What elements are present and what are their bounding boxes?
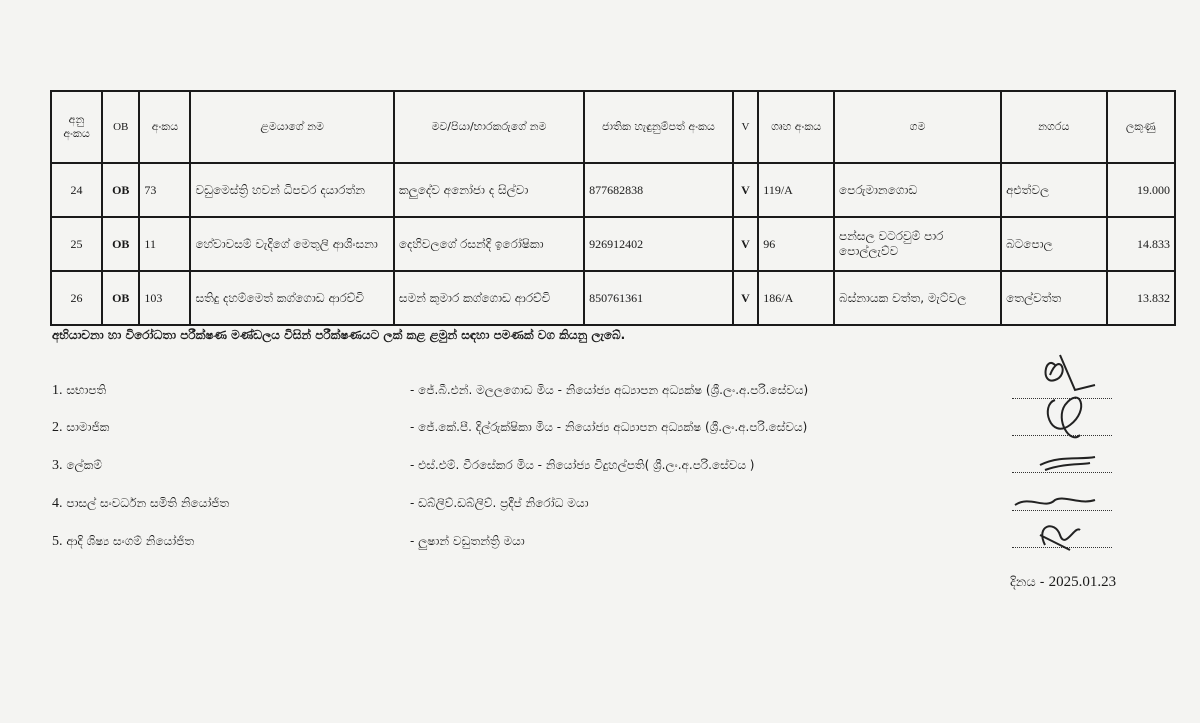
header-house: ගෘහ අංකය [758,91,834,163]
row-ob: OB [102,271,139,325]
member-role: පාසල් සංවර්ධන සමිති නියෝජිත [66,496,230,510]
header-guardian-name: මව/පියා/භාරකරුගේ නම [394,91,584,163]
responsibility-note: අභියාචනා හා විරෝධතා පරීක්ෂණ මණ්ඩලය විසින් පරීක්ෂණයට ලක් කළ ළමුන් සඳහා පමණක් වග කියනු ලැබේ. [52,328,626,342]
row-guardian-name: සමන් කුමාර කග්ගොඩ ආරච්චි [394,271,584,325]
committee-member [52,420,109,436]
header-v: V [733,91,759,163]
header-no: අනු අංකය [51,91,102,163]
row-no: 26 [51,271,102,325]
committee-member [52,534,194,550]
member-role: ලේකම් [66,458,103,472]
row-child-name: හේවාවසම් වැදිගේ මෙතුලි ආශිංසනා [190,217,393,271]
row-city: බටපොල [1001,217,1106,271]
row-v: V [733,217,759,271]
row-city: අළුත්වල [1001,163,1106,217]
committee-member [52,496,229,512]
committee-member [52,383,106,399]
row-village: බස්නායක වත්ත, මැට්වල [834,271,1001,325]
member-number: 1. [52,383,63,398]
table-row [51,163,1175,217]
handwritten-signatures [1000,345,1140,565]
member-role: ආදි ශිෂ්‍ය සංගම් නියෝජිත [66,534,195,548]
member-name: - ජේ.කේ.පී. දිල්රුක්ෂිකා මිය - නියෝජ්‍ය අධ්‍යාපන අධ්‍යක්ෂ (ශ්‍රී.ලං.අ.පරි.සේවය) [410,420,808,434]
table-row [51,271,1175,325]
row-number: 103 [139,271,190,325]
member-name: - ඩබ්ලිව්.ඩබ්ලිව්. ප්‍රදීප් නිරෝධ මයා [410,496,589,510]
date-label: දිනය - [1010,575,1045,590]
row-child-name: සතිදු දහම්මෙත් කග්ගොඩ ආරච්චි [190,271,393,325]
row-house: 186/A [758,271,834,325]
date-value: 2025.01.23 [1048,574,1117,590]
member-name: - එස්.එම්. වීරසේකර මිය - නියෝජ්‍ය විදුහල්පති( ශ්‍රී.ලං.අ.පරි.සේවය ) [410,458,755,472]
row-guardian-name: දෙහිවලගේ රසන්දි ඉරෝෂිකා [394,217,584,271]
results-table [50,90,1176,326]
header-nic: ජාතික හැඳුනුම්පත් අංකය [584,91,733,163]
row-house: 119/A [758,163,834,217]
row-village: පන්සල වටරවුම් පාර පොල්ලැව්ව [834,217,1001,271]
member-name: - ජේ.බී.එන්. මලලගොඩ මිය - නියෝජ්‍ය අධ්‍යාපන අධ්‍යක්ෂ (ශ්‍රී.ලං.අ.පරි.සේවය) [410,383,809,397]
table-header-row [51,91,1175,163]
header-ob: OB [102,91,139,163]
row-nic: 926912402 [584,217,733,271]
row-marks: 19.000 [1107,163,1175,217]
row-nic: 850761361 [584,271,733,325]
member-role: සභාපති [66,383,107,397]
row-child-name: වඩුමෙස්ත්‍රි හවන් ධිපවර දයාරත්න [190,163,393,217]
header-city: නගරය [1001,91,1106,163]
row-village: පෙරුමානගොඩ [834,163,1001,217]
member-number: 2. [52,420,63,435]
header-village: ගම [834,91,1001,163]
row-marks: 13.832 [1107,271,1175,325]
row-ob: OB [102,217,139,271]
member-number: 4. [52,496,63,511]
row-number: 11 [139,217,190,271]
row-city: තෙල්වත්ත [1001,271,1106,325]
member-number: 5. [52,534,63,549]
row-house: 96 [758,217,834,271]
member-name: - ලුෂාන් වඩුතන්ත්‍රි මයා [410,534,525,548]
header-marks: ලකුණු [1107,91,1175,163]
row-no: 25 [51,217,102,271]
row-no: 24 [51,163,102,217]
row-v: V [733,163,759,217]
row-marks: 14.833 [1107,217,1175,271]
row-v: V [733,271,759,325]
header-number: අංකය [139,91,190,163]
row-guardian-name: කලුදේව අනෝජා ද සිල්වා [394,163,584,217]
member-role: සාමාජික [66,420,110,434]
row-nic: 877682838 [584,163,733,217]
header-child-name: ළමයාගේ නම [190,91,393,163]
row-ob: OB [102,163,139,217]
row-number: 73 [139,163,190,217]
date-field [1010,574,1116,591]
table-row [51,217,1175,271]
member-number: 3. [52,458,63,473]
committee-member [52,458,102,474]
